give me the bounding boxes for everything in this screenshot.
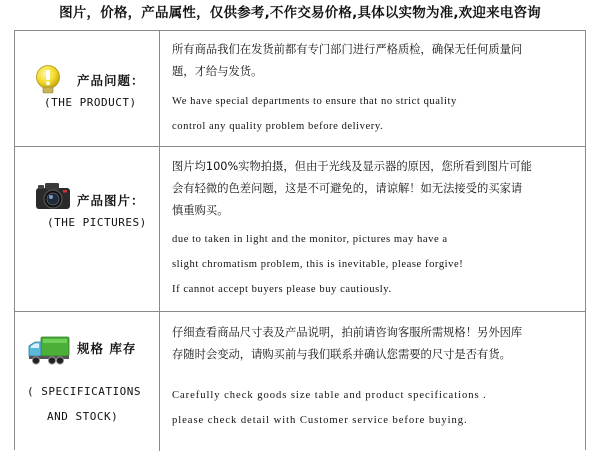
row-label-cell <box>15 312 159 451</box>
section-title-cn: 产品问题： <box>77 73 145 88</box>
text-line: 慎重购买。 <box>172 204 229 217</box>
text-line: due to taken in light and the monitor, pictures may have a <box>172 234 448 245</box>
camera-icon <box>33 180 73 212</box>
notice-table <box>14 30 586 450</box>
text-line: If cannot accept buyers please buy cautiously. <box>172 284 392 295</box>
row-content-cell <box>159 31 585 146</box>
section-title-cn: 产品图片： <box>77 193 145 208</box>
table-row-specifications <box>15 311 585 451</box>
section-title-cn: 规格 库存 <box>77 341 137 356</box>
exclamation-bulb-icon <box>35 65 61 95</box>
text-line: Carefully check goods size table and product specifications . <box>172 390 487 401</box>
description-en <box>172 227 582 302</box>
text-line: please check detail with Customer service before buying. <box>172 415 468 426</box>
table-row-pictures <box>15 146 585 311</box>
section-title-en: (THE PRODUCT) <box>44 96 137 109</box>
row-content-cell <box>159 312 585 451</box>
text-line: We have special departments to ensure that no strict quality <box>172 96 457 107</box>
description-en <box>172 383 582 433</box>
text-line: 所有商品我们在发货前都有专门部门进行严格质检，确保无任何质量问 <box>172 43 523 56</box>
row-label-cell <box>15 147 159 311</box>
description-cn <box>172 156 580 222</box>
text-line: 存随时会变动，请购买前与我们联系并确认您需要的尺寸是否有货。 <box>172 348 511 361</box>
text-line: 仔细查看商品尺寸表及产品说明，拍前请咨询客服所需规格！另外因库 <box>172 326 523 339</box>
text-line: 会有轻微的色差问题，这是不可避免的，请谅解！如无法接受的买家请 <box>172 182 523 195</box>
text-line: 题，才给与发货。 <box>172 65 263 78</box>
description-cn <box>172 322 580 366</box>
text-line: slight chromatism problem, this is inevitable, please forgive! <box>172 259 464 270</box>
section-title-en: AND STOCK) <box>47 410 119 423</box>
section-title-en: ( SPECIFICATIONS <box>27 385 141 398</box>
delivery-truck-icon <box>27 334 71 366</box>
text-line: control any quality problem before delivery. <box>172 121 384 132</box>
description-cn <box>172 39 580 83</box>
row-content-cell <box>159 147 585 311</box>
row-label-cell <box>15 31 159 146</box>
text-line: 图片均100%实物拍摄，但由于光线及显示器的原因，您所看到图片可能 <box>172 160 532 173</box>
description-en <box>172 89 582 139</box>
page-title: 图片，价格，产品属性，仅供参考,不作交易价格,具体以实物为准,欢迎来电咨询 <box>59 5 541 21</box>
section-title-en: (THE PICTURES) <box>47 216 147 229</box>
table-row-product <box>15 31 585 146</box>
